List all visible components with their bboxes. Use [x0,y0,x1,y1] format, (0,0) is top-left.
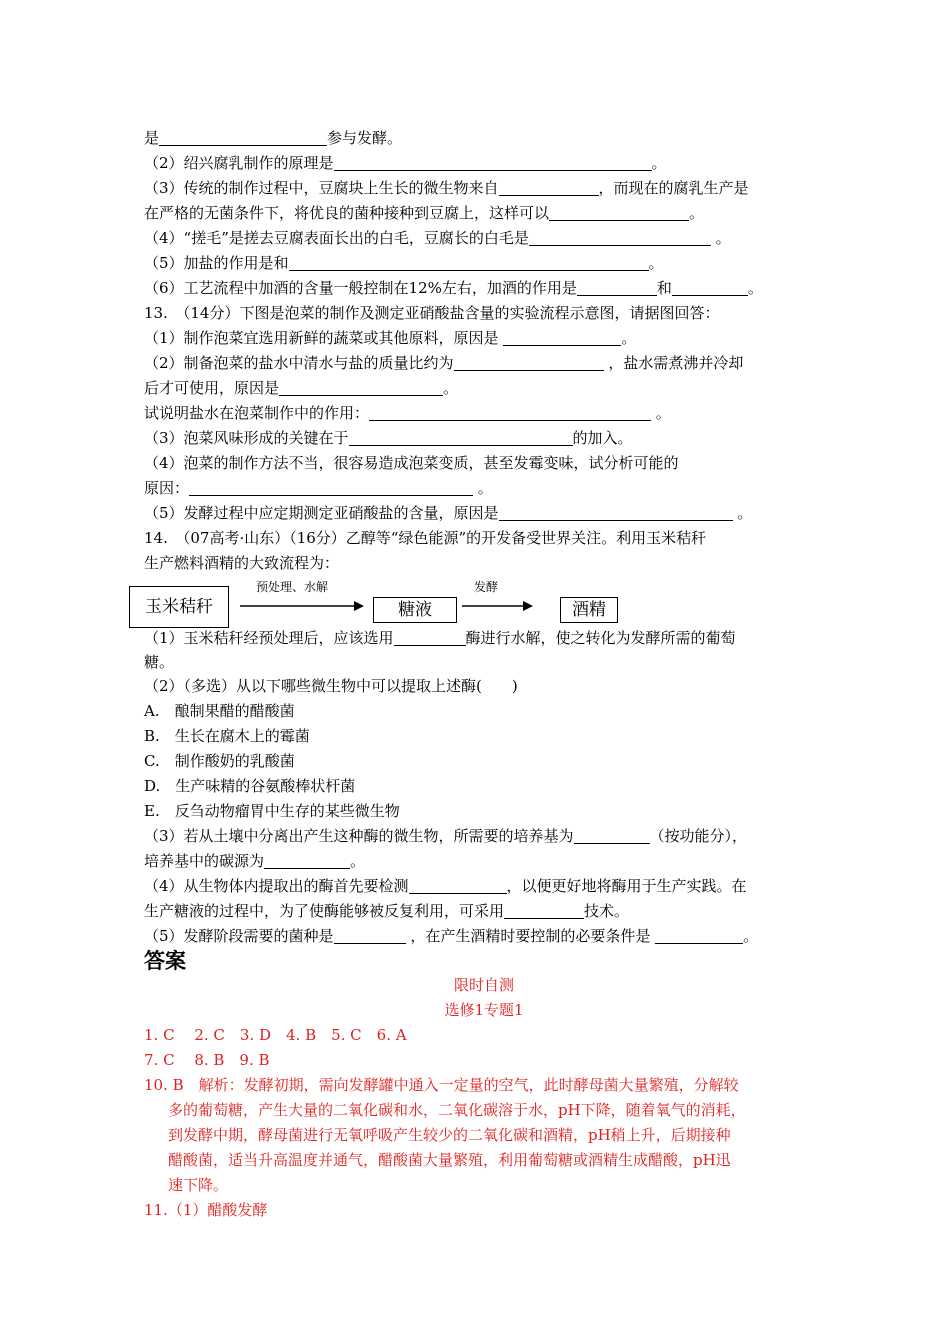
text: 参与发酵。 [327,129,403,147]
text: ，盐水需煮沸并冷却 [603,354,744,372]
answer-blank[interactable] [409,877,507,894]
q13-line-7 [144,478,824,498]
arrow-icon [240,600,365,612]
flow-box-alcohol: 酒精 [560,597,618,623]
text: （3）传统的制作过程中，豆腐块上生长的微生物来自 [144,179,499,197]
answer-blank[interactable] [264,852,350,869]
text: 。 [747,279,763,297]
q12-line-5 [144,228,824,248]
flow-box-corn-straw: 玉米秸秆 [129,586,229,628]
text: 。 [621,329,637,347]
q12-line-6 [144,253,824,273]
text: 试说明盐水在泡菜制作中的作用： [144,404,370,422]
text: 培养基中的碳源为 [144,852,265,870]
answer-blank[interactable] [369,404,651,421]
q12-line-1 [144,128,824,148]
text: （5）发酵阶段需要的菌种是 [144,927,334,945]
answer-blank[interactable] [499,504,733,521]
answer-row-1: 1. C 2. C 3. D 4. B 5. C 6. A [144,1026,407,1044]
answer-10-line-3: 到发酵中期，酵母菌进行无氧呼吸产生较少的二氧化碳和酒精，pH稍上升，后期接种 [168,1126,731,1144]
answer-blank[interactable] [349,429,573,446]
text: （4）“搓毛”是搓去豆腐表面长出的白毛，豆腐长的白毛是 [144,229,529,247]
process-flow-diagram [0,575,950,635]
option-b[interactable]: B. 生长在腐木上的霉菌 [144,727,310,745]
text: 。 [743,927,759,945]
q14-title-2: 生产燃料酒精的大致流程为： [144,554,340,572]
text: 是 [144,129,160,147]
option-d[interactable]: D. 生产味精的谷氨酸棒状杆菌 [144,777,356,795]
text: 。 [651,154,667,172]
text: 和 [656,279,672,297]
q14-line-5 [144,851,824,871]
answer-blank[interactable] [159,129,327,146]
q14-line-2: 糖。 [144,653,175,671]
q13-line-8 [144,503,824,523]
answers-subtitle-1: 限时自测 [453,976,514,994]
text: （3）若从土壤中分离出产生这种酶的微生物，所需要的培养基为 [144,827,574,845]
answer-blank[interactable] [189,479,473,496]
text: 后才可使用，原因是 [144,379,280,397]
text: ，以便更好地将酶用于生产实践。在 [506,877,747,895]
q13-line-2 [144,353,824,373]
answer-10-line-5: 速下降。 [168,1176,229,1194]
answer-blank[interactable] [454,354,604,371]
q13-line-6: （4）泡菜的制作方法不当，很容易造成泡菜变质，甚至发霉变味，试分析可能的 [144,454,679,472]
answer-blank[interactable] [394,629,466,646]
text: 技术。 [584,902,630,920]
answer-row-2: 7. C 8. B 9. B [144,1051,270,1069]
answer-blank[interactable] [529,229,711,246]
q13-line-1 [144,328,824,348]
text: 。 [710,229,731,247]
option-c[interactable]: C. 制作酸奶的乳酸菌 [144,752,295,770]
q14-line-6 [144,876,824,896]
text: （1）玉米秸秆经预处理后，应该选用 [144,629,394,647]
flow-box-sugar-solution: 糖液 [373,597,457,623]
q12-line-2 [144,153,824,173]
option-a[interactable]: A. 酿制果醋的醋酸菌 [144,702,295,720]
q14-line-3: （2）（多选）从以下哪些微生物中可以提取上述酶( ) [144,677,518,695]
q12-line-3 [144,178,824,198]
answer-blank[interactable] [289,254,649,271]
text: （4）从生物体内提取出的酶首先要检测 [144,877,409,895]
text: （5）发酵过程中应定期测定亚硝酸盐的含量，原因是 [144,504,499,522]
answer-blank[interactable] [334,927,406,944]
text: （5）加盐的作用是和 [144,254,289,272]
arrow-label-ferment: 发酵 [474,580,499,594]
q12-line-7 [144,278,824,298]
answer-blank[interactable] [577,279,657,296]
answer-10-line-4: 醋酸菌，适当升高温度并通气，醋酸菌大量繁殖，利用葡萄糖或酒精生成醋酸，pH迅 [168,1151,731,1169]
q14-line-7 [144,901,824,921]
answer-10-line-1: 10. B 解析：发酵初期，需向发酵罐中通入一定量的空气，此时酵母菌大量繁殖，分解较 [144,1076,739,1094]
answer-blank[interactable] [334,154,652,171]
text: 。 [651,404,671,422]
arrow-label-pretreat: 预处理、水解 [256,580,329,594]
text: （2）绍兴腐乳制作的原理是 [144,154,334,172]
answer-blank[interactable] [279,379,443,396]
q14-line-8 [144,926,824,946]
answer-blank[interactable] [499,179,599,196]
answer-10-line-2: 多的葡萄糖，产生大量的二氧化碳和水，二氧化碳溶于水，pH下降，随着氧气的消耗， [168,1101,746,1119]
option-e[interactable]: E. 反刍动物瘤胃中生存的某些微生物 [144,802,400,820]
text: 生产糖液的过程中，为了使酶能够被反复利用，可采用 [144,902,505,920]
answer-blank[interactable] [672,279,748,296]
text: （3）泡菜风味形成的关键在于 [144,429,349,447]
text: 在严格的无菌条件下，将优良的菌种接种到豆腐上，这样可以 [144,204,550,222]
q13-line-4 [144,403,824,423]
answer-blank[interactable] [574,827,650,844]
text: 。 [732,504,753,522]
answer-11: 11.（1）醋酸发酵 [144,1201,268,1219]
answer-blank[interactable] [655,927,743,944]
text: ，而现在的腐乳生产是 [598,179,749,197]
q13-line-5 [144,428,824,448]
text: 酶进行水解，使之转化为发酵所需的葡萄 [465,629,736,647]
answer-blank[interactable] [503,329,621,346]
q14-line-4 [144,826,824,846]
text: （6）工艺流程中加酒的含量一般控制在12%左右，加酒的作用是 [144,279,577,297]
text: 的加入。 [572,429,633,447]
q13-line-3 [144,378,824,398]
text: ，在产生酒精时要控制的必要条件是 [405,927,656,945]
text: （2）制备泡菜的盐水中清水与盐的质量比约为 [144,354,454,372]
answers-subtitle-2: 选修1专题1 [444,1001,524,1019]
q13-title: 13. （14分）下图是泡菜的制作及测定亚硝酸盐含量的实验流程示意图，请据图回答： [144,304,720,322]
arrow-icon [462,600,534,612]
q14-line-1 [144,628,824,648]
answers-heading: 答案 [144,949,186,973]
text: 原因： [144,479,190,497]
text: 。 [350,852,366,870]
text: 。 [689,204,705,222]
answer-blank[interactable] [549,204,689,221]
text: 。 [473,479,493,497]
q14-title-1: 14. （07高考·山东）（16分）乙醇等“绿色能源”的开发备受世界关注。利用玉米秸秆 [144,529,707,547]
text: 。 [648,254,664,272]
text: （按功能分）， [649,827,748,845]
answer-blank[interactable] [504,902,584,919]
q12-line-4 [144,203,824,223]
text: （1）制作泡菜宜选用新鲜的蔬菜或其他原料，原因是 [144,329,504,347]
text: 。 [443,379,459,397]
